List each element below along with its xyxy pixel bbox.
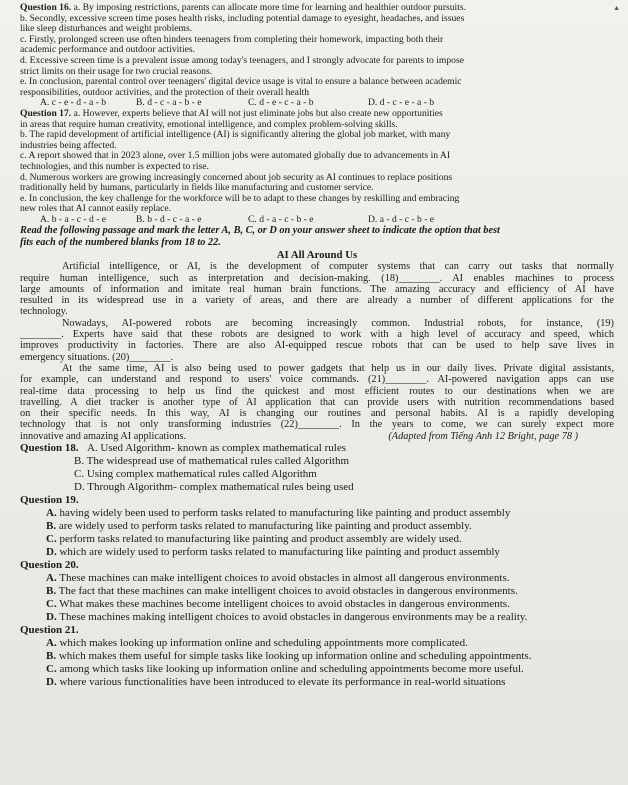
passage-line: resulted in its widespread use in a variety of areas, and there are already a number of different applications for the (20, 295, 614, 307)
passage-line: large amounts of information and imitate real human brain functions. The amazing accuracy and efficiency of AI have (20, 283, 614, 295)
q16-line: like sleep disturbances and weight problems. (20, 24, 193, 35)
question-18 (20, 442, 614, 494)
passage-paragraph-3 (20, 363, 614, 442)
q17-option-a[interactable]: A. b - a - c - d - e (40, 213, 107, 225)
question-18-head: Question 18. A. Used Algorithm- known as complex mathematical rules (20, 442, 346, 455)
q17-line: industries being affected. (20, 140, 117, 151)
q16-line: b. Secondly, excessive screen time poses health risks, including potential damage to eyesight, headaches, and issues (20, 13, 465, 24)
q18-option-c[interactable]: C. Using complex mathematical rules called Algorithm (74, 468, 317, 481)
q19-option-a[interactable]: A. having widely been used to perform tasks related to manufacturing like painting and product assembly (46, 507, 511, 520)
q16-line: d. Excessive screen time is a prevalent issue among today's teenagers, and I strongly advocate for parents to impose (20, 55, 464, 66)
passage-line: real-time data processing to help us find the quickest and most efficient routes to our destinations when we are (20, 385, 614, 397)
q17-line: d. Numerous workers are growing increasingly concerned about job security as AI continues to replace positions (20, 172, 453, 183)
q16-option-c[interactable]: C. d - e - c - a - b (248, 97, 314, 109)
q16-option-d[interactable]: D. d - c - e - a - b (368, 97, 435, 109)
q17-line: technologies, and this number is expected to rise. (20, 161, 209, 172)
question-16-title: Question 16. a. By imposing restrictions, parents can allocate more time for learning and healthier outdoor pursuits. (20, 3, 467, 13)
q18-option-b[interactable]: B. The widespread use of mathematical rules called Algorithm (74, 455, 350, 468)
q19-option-b[interactable]: B. are widely used to perform tasks related to manufacturing like painting and product assembly. (46, 520, 472, 533)
passage-line: ________. Experts have said that these robots are designed to work with a high level of accuracy and speed, which (20, 329, 614, 341)
q16-line: academic performance and outdoor activities. (20, 45, 196, 56)
question-20 (20, 559, 614, 624)
question-21 (20, 624, 614, 689)
q21-option-d[interactable]: D. where various functionalities have been introduced to elevate its performance in real-world situations (46, 676, 506, 689)
q17-option-b[interactable]: B. b - d - c - a - e (136, 213, 202, 225)
instruction-line: fits each of the numbered blanks from 18 to 22. (20, 236, 221, 248)
passage-line: Nowadays, AI-powered robots are becoming increasingly common. Industrial robots, for instance, (19) (62, 317, 614, 329)
q16-option-b[interactable]: B. d - c - a - b - e (136, 97, 202, 109)
q16-line: c. Firstly, prolonged screen use often hinders teenagers from completing their homework, impacting both their (20, 34, 444, 45)
passage-paragraph-1 (20, 261, 614, 317)
question-17-title: Question 17. a. However, experts believe that AI will not just eliminate jobs but also create new opportunities (20, 108, 443, 119)
passage-line: At the same time, AI is also being used to power gadgets that help us in our daily lives. Private digital assistants, (62, 362, 614, 374)
question-21-head: Question 21. (20, 624, 79, 637)
question-16 (20, 3, 614, 109)
passage-paragraph-2 (20, 318, 614, 363)
q17-line: in areas that require human creativity, emotional intelligence, and complex problem-solving skills. (20, 119, 398, 130)
q17-options (20, 215, 614, 226)
q19-option-d[interactable]: D. which are widely used to perform tasks related to manufacturing like painting and product assembly (46, 546, 500, 559)
q19-option-c[interactable]: C. perform tasks related to manufacturing like painting and product assembly are widely used. (46, 533, 462, 546)
q16-line: strict limits on their usage for two crucial reasons. (20, 66, 213, 77)
q16-line: e. In conclusion, parental control over teenagers' digital device usage is vital to ensure a balance between academic (20, 77, 462, 88)
q17-option-d[interactable]: D. a - d - c - b - e (368, 213, 435, 225)
question-19-head: Question 19. (20, 494, 79, 507)
passage-line: technology that is not only transforming industries (22)________. In the years to come, we can surely expect more (20, 419, 614, 431)
q18-option-a[interactable]: A. Used Algorithm- known as complex mathematical rules (86, 442, 346, 455)
q20-option-a[interactable]: A. These machines can make intelligent choices to avoid obstacles in almost all dangerous environments. (46, 572, 510, 585)
question-17 (20, 109, 614, 226)
q20-option-c[interactable]: C. What makes these machines become intelligent choices to avoid obstacles in dangerous environments. (46, 598, 510, 611)
q17-line: new roles that AI cannot easily replace. (20, 204, 172, 215)
q17-option-c[interactable]: C. d - a - c - b - e (248, 213, 314, 225)
passage-last-line (20, 431, 614, 442)
instruction-line: Read the following passage and mark the letter A, B, C, or D on your answer sheet to indicate the option that best (20, 225, 500, 237)
q21-option-c[interactable]: C. among which tasks like looking up information online and scheduling appointments become more useful. (46, 663, 524, 676)
q16-line: responsibilities, outdoor activities, and the protection of their overall health (20, 87, 310, 98)
q16-option-a[interactable]: A. c - e - d - a - b (40, 97, 107, 109)
q17-line: e. In conclusion, the key challenge for the workforce will be to adapt to these changes by reskilling and embracing (20, 193, 460, 204)
question-20-head: Question 20. (20, 559, 79, 572)
q20-option-d[interactable]: D. These machines making intelligent choices to avoid obstacles in dangerous environments may be a reality. (46, 611, 528, 624)
passage-source: (Adapted from Tiếng Anh 12 Bright, page 78 ) (388, 430, 578, 442)
corner-mark: ▲ (613, 4, 620, 12)
passage-line: Artificial intelligence, or AI, is the development of computer systems that can carry out tasks that normally (62, 261, 614, 273)
passage-line: for example, can understand and respond to users' voice commands. (21)________. AI-powered navigation apps can use (20, 374, 614, 386)
passage-line: emergency situations. (20)________. (20, 351, 174, 363)
q17-line: c. A report showed that in 2023 alone, over 1.5 million jobs were automated globally due to advancements in AI (20, 151, 451, 162)
q21-option-a[interactable]: A. which makes looking up information online and scheduling appointments more complicated. (46, 637, 468, 650)
q20-option-b[interactable]: B. The fact that these machines can make intelligent choices to avoid obstacles in dangerous environments. (46, 585, 518, 598)
passage-line: improves productivity in factories. There are also AI-equipped rescue robots that can be used to help save lives in (20, 340, 614, 352)
q21-option-b[interactable]: B. which makes them useful for simple tasks like looking up information online and scheduling appointments. (46, 650, 532, 663)
passage-line: travelling. A diet tracker is another type of AI application that can provide users with nutrition recommendations based (20, 396, 614, 408)
passage-line: innovative and amazing AI applications. (20, 430, 187, 442)
question-19 (20, 494, 614, 559)
q17-line: b. The rapid development of artificial intelligence (AI) is significantly altering the global job market, with many (20, 130, 451, 141)
q17-line: traditionally held by humans, particularly in fields like manufacturing and customer service. (20, 183, 374, 194)
q18-option-d[interactable]: D. Through Algorithm- complex mathematical rules being used (74, 481, 354, 494)
passage-line: require human intelligence, such as interpretation and decision-making. (18)________. AI enables machines to process (20, 272, 614, 284)
passage-title: AI All Around Us (276, 249, 358, 262)
passage-line: technology. (20, 306, 68, 318)
passage-line: on their specific needs. In this way, AI is changing our routines and personal habits. AI is a rapidly developing (20, 408, 614, 420)
q16-options (20, 98, 614, 109)
